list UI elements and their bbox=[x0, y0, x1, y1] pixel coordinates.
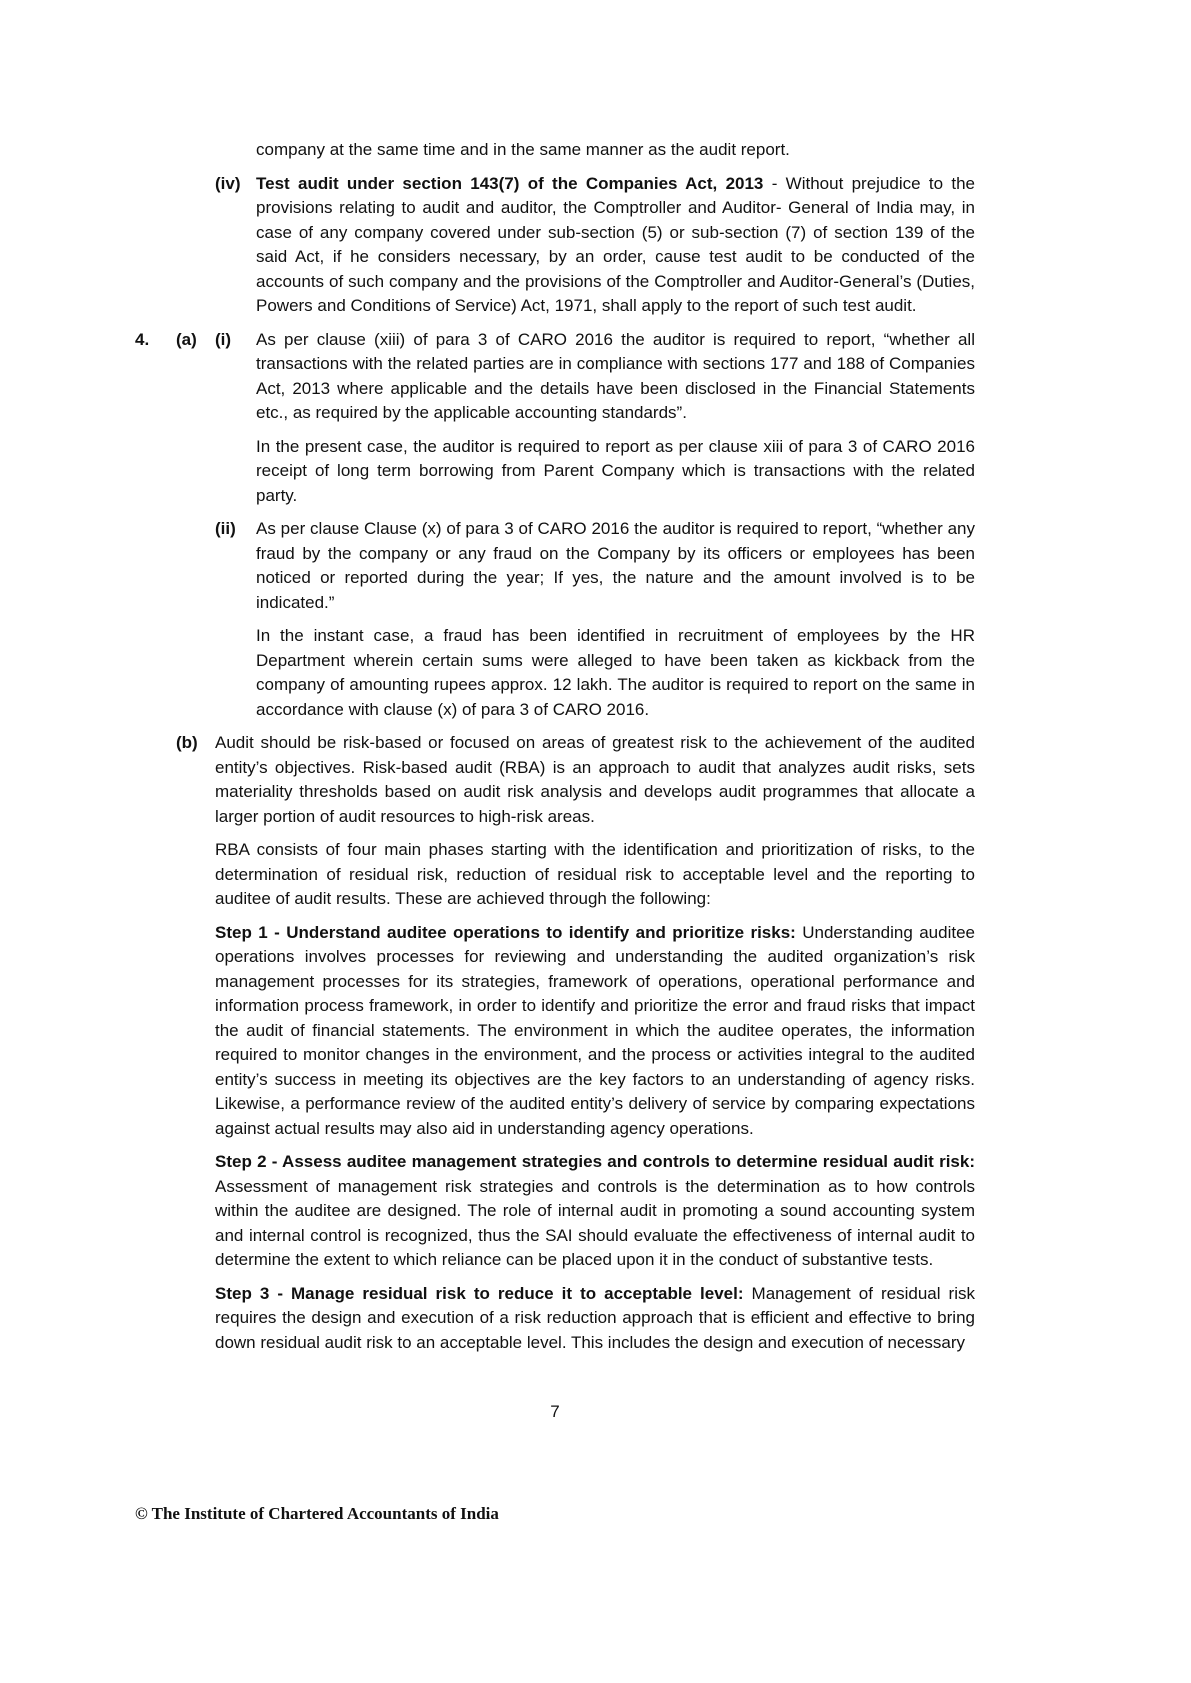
paragraph-step-3 bbox=[135, 1282, 975, 1356]
step-3-body-text: Management of residual risk requires the design and execution of a risk reduction approach that is efficient and effective to bring down residual audit risk to an acceptable level. This includes the design and execution of necessary bbox=[215, 1283, 975, 1352]
item-marker-a: (a) bbox=[176, 329, 197, 349]
item-text: As per clause (xiii) of para 3 of CARO 2016 the auditor is required to report, “whether all transactions with the related parties are in compliance with sections 177 and 188 of Companies Act, 2013 where applicable and the details have been disclosed in the Financial Statements etc., as required by the applicable accounting standards”. bbox=[256, 329, 975, 422]
step-text bbox=[215, 1282, 975, 1356]
item-heading-bold: Test audit under section 143(7) of the Companies Act, 2013 bbox=[256, 173, 764, 193]
step-2-body-text: Assessment of management risk strategies and controls is the determination as to how controls within the auditee are designed. The role of internal audit in promoting a sound accounting system and internal control is recognized, thus the SAI should evaluate the effectiveness of internal audit to determine the extent to which reliance can be placed upon it in the conduct of substantive tests. bbox=[215, 1176, 975, 1269]
paragraph-text: In the present case, the auditor is required to report as per clause xiii of para 3 of CARO 2016 receipt of long term borrowing from Parent Company which is transactions with the related party. bbox=[256, 436, 975, 505]
list-item-4b bbox=[135, 731, 975, 829]
paragraph-4ai-continuation bbox=[135, 435, 975, 509]
paragraph-4aii-continuation bbox=[135, 624, 975, 722]
item-text: As per clause Clause (x) of para 3 of CARO 2016 the auditor is required to report, “whether any fraud by the company or any fraud on the Company by its officers or employees has been noticed or reported during the year; If yes, the nature and the amount involved is to be indicated.” bbox=[256, 519, 975, 612]
paragraph-text: RBA consists of four main phases starting with the identification and prioritization of risks, to the determination of residual risk, reduction of residual risk to acceptable level and the reporting to auditee of audit results. These are achieved through the following: bbox=[215, 840, 975, 908]
paragraph-step-2 bbox=[135, 1150, 975, 1273]
page-body bbox=[135, 138, 975, 1364]
list-item-iv bbox=[135, 172, 975, 319]
question-number: 4. bbox=[135, 329, 150, 349]
paragraph-continuation bbox=[135, 138, 975, 163]
step-1-heading-bold: Step 1 - Understand auditee operations to identify and prioritize risks: bbox=[215, 922, 796, 942]
paragraph-text: company at the same time and in the same manner as the audit report. bbox=[256, 140, 790, 159]
step-2-heading-bold: Step 2 - Assess auditee management strategies and controls to determine residual audit risk: bbox=[215, 1152, 975, 1171]
item-marker-i: (i) bbox=[215, 329, 232, 349]
footer-copyright: © The Institute of Chartered Accountants of India bbox=[135, 1504, 499, 1523]
paragraph-step-1 bbox=[135, 921, 975, 1142]
item-body-text: - Without prejudice to the provisions relating to audit and auditor, the Comptroller and Auditor- General of India may, in case of any company covered under sub-section (5) or sub-section (7) of section 139 of the said Act, if he considers necessary, by an order, cause test audit to be conducted of the accounts of such company and the provisions of the Comptroller and Auditor-General’s (Duties, Powers and Conditions of Service) Act, 1971, shall apply to the report of such test audit. bbox=[256, 173, 975, 315]
item-text: Audit should be risk-based or focused on areas of greatest risk to the achievement of the audited entity’s objectives. Risk-based audit (RBA) is an approach to audit that analyzes audit risks, sets materiality thresholds based on audit risk analysis and develops audit programmes that allocate a larger portion of audit resources to high-risk areas. bbox=[215, 733, 975, 826]
paragraph-4b-rba bbox=[135, 838, 975, 912]
item-marker-iv: (iv) bbox=[215, 173, 241, 193]
step-text bbox=[215, 921, 975, 1142]
step-1-body-text: Understanding auditee operations involves processes for reviewing and understanding the audited organization’s risk management processes for its strategies, framework of operations, operational performance and information process framework, in order to identify and prioritize the error and fraud risks that impact the audit of financial statements. The environment in which the auditee operates, the information required to monitor changes in the environment, and the process or activities integral to the audited entity’s success in meeting its objectives are the key factors to an understanding of agency risks. Likewise, a performance review of the audited entity’s delivery of service by comparing expectations against actual results may also aid in understanding agency operations. bbox=[215, 922, 976, 1138]
item-text bbox=[256, 172, 975, 319]
step-3-heading-bold: Step 3 - Manage residual risk to reduce it to acceptable level: bbox=[215, 1283, 744, 1303]
step-text bbox=[215, 1150, 975, 1273]
item-marker-b: (b) bbox=[176, 733, 198, 752]
list-item-4aii bbox=[135, 517, 975, 615]
list-item-4ai bbox=[135, 328, 975, 426]
paragraph-text: In the instant case, a fraud has been identified in recruitment of employees by the HR Department wherein certain sums were alleged to have been taken as kickback from the company of amounting rupees approx. 12 lakh. The auditor is required to report on the same in accordance with clause (x) of para 3 of CARO 2016. bbox=[256, 626, 975, 719]
page-number: 7 bbox=[550, 1402, 560, 1421]
item-marker-ii: (ii) bbox=[215, 519, 236, 538]
